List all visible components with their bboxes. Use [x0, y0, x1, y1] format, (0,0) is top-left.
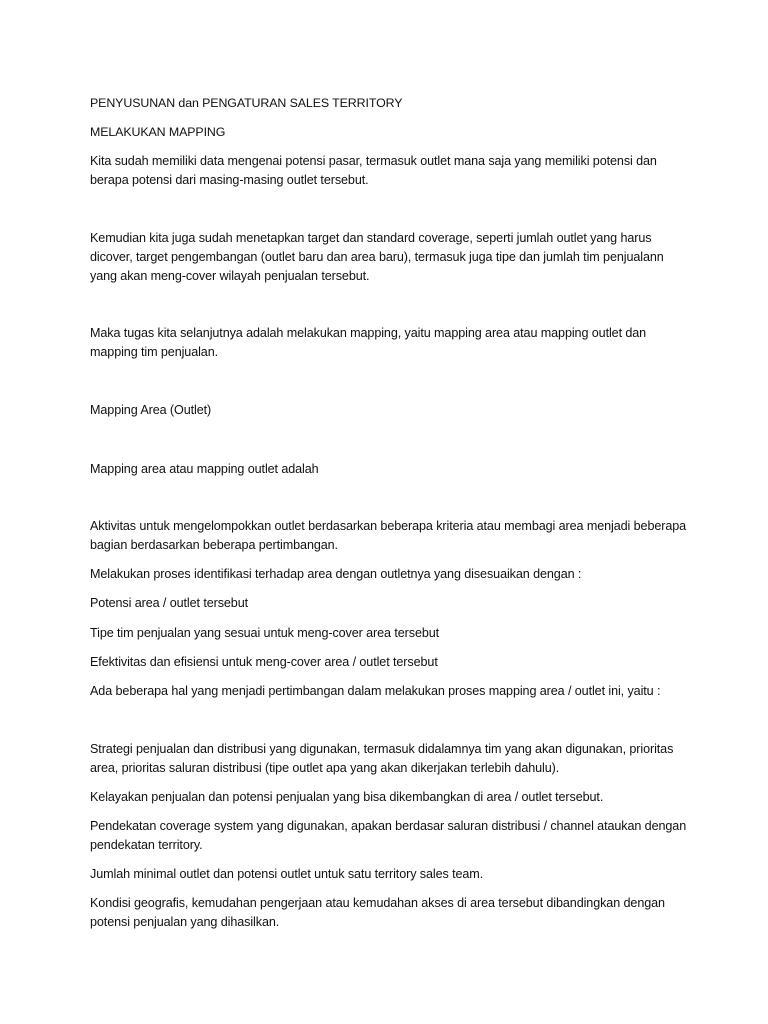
- paragraph-considerations: Ada beberapa hal yang menjadi pertimbangan dalam melakukan proses mapping area / outlet ini, yaitu :: [90, 684, 661, 698]
- list-item: Strategi penjualan dan distribusi yang digunakan, termasuk didalamnya tim yang akan digunakan, prioritas area, prioritas saluran distribusi (tipe outlet apa yang akan dikerjakan terlebih dahulu).: [90, 742, 674, 775]
- list-item: Kondisi geografis, kemudahan pengerjaan atau kemudahan akses di area tersebut dibandingkan dengan potensi penjualan yang dihasilkan.: [90, 896, 665, 929]
- paragraph-identification: Melakukan proses identifikasi terhadap area dengan outletnya yang disesuaikan dengan :: [90, 567, 582, 581]
- list-item: Pendekatan coverage system yang digunakan, apakan berdasar saluran distribusi / channel ataukan dengan pendekatan territory.: [90, 819, 687, 852]
- paragraph-activity: Aktivitas untuk mengelompokkan outlet berdasarkan beberapa kriteria atau membagi area menjadi beberapa bagian berdasarkan beberapa pertimbangan.: [90, 519, 687, 552]
- paragraph-next-task: Maka tugas kita selanjutnya adalah melakukan mapping, yaitu mapping area atau mapping outlet dan mapping tim penjualan.: [90, 326, 647, 359]
- subheading-mapping-area: Mapping Area (Outlet): [90, 403, 212, 417]
- section-heading: MELAKUKAN MAPPING: [90, 125, 226, 139]
- paragraph-definition-intro: Mapping area atau mapping outlet adalah: [90, 462, 319, 476]
- document-title: PENYUSUNAN dan PENGATURAN SALES TERRITORY: [90, 96, 403, 110]
- list-item: Potensi area / outlet tersebut: [90, 596, 249, 610]
- list-item: Jumlah minimal outlet dan potensi outlet untuk satu territory sales team.: [90, 867, 484, 881]
- paragraph-targets: Kemudian kita juga sudah menetapkan target dan standard coverage, seperti jumlah outlet yang harus dicover, target pengembangan (outlet baru dan area baru), termasuk juga tipe dan jumlah tim penjualann yang akan meng-cover wilayah penjualan tersebut.: [90, 231, 664, 283]
- list-item: Efektivitas dan efisiensi untuk meng-cover area / outlet tersebut: [90, 655, 438, 669]
- paragraph-market-data: Kita sudah memiliki data mengenai potensi pasar, termasuk outlet mana saja yang memiliki potensi dan berapa potensi dari masing-masing outlet tersebut.: [90, 154, 657, 187]
- list-item: Kelayakan penjualan dan potensi penjualan yang bisa dikembangkan di area / outlet tersebut.: [90, 790, 604, 804]
- list-item: Tipe tim penjualan yang sesuai untuk meng-cover area tersebut: [90, 626, 440, 640]
